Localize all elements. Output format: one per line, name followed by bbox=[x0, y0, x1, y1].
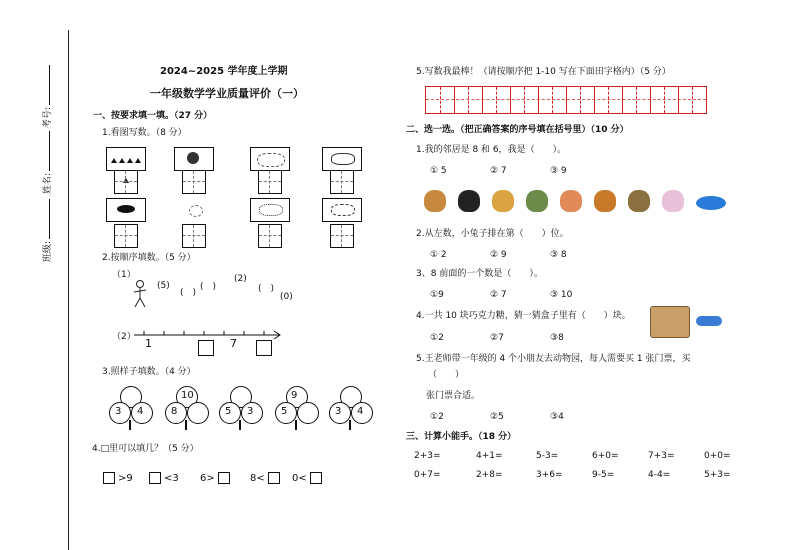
answer-box[interactable] bbox=[149, 472, 161, 484]
sec1-title: 一、按要求填一填。（27 分） bbox=[93, 111, 213, 121]
q5-title: 5.写数我最棒！（请按顺序把 1-10 写在下面田字格内）（5 分） bbox=[416, 67, 671, 77]
calc-problem[interactable]: 7+3= bbox=[648, 451, 675, 461]
picture-shells bbox=[250, 147, 290, 171]
picture-triangles bbox=[106, 147, 146, 171]
clover-puzzle bbox=[274, 386, 318, 430]
seq-paren: ( ) bbox=[180, 288, 197, 298]
calc-problem[interactable]: 5+3= bbox=[704, 470, 731, 480]
sec2-q1-option[interactable]: ① 5 bbox=[430, 166, 447, 176]
answer-box[interactable] bbox=[103, 472, 115, 484]
answer-grid[interactable] bbox=[330, 224, 354, 248]
calc-problem[interactable]: 2+3= bbox=[414, 451, 441, 461]
candy-icon bbox=[696, 316, 722, 326]
calc-problem[interactable]: 6+0= bbox=[592, 451, 619, 461]
clover-left: 5 bbox=[281, 406, 288, 417]
clover-left: 3 bbox=[335, 406, 342, 417]
answer-grid[interactable] bbox=[114, 224, 138, 248]
numberline-label: 7 bbox=[230, 337, 237, 350]
sec2-q2-option[interactable]: ① 2 bbox=[430, 250, 447, 260]
clover-right: 3 bbox=[247, 406, 254, 417]
calc-problem[interactable]: 9-5= bbox=[592, 470, 615, 480]
clover-puzzle bbox=[328, 386, 372, 430]
number-line bbox=[134, 330, 284, 340]
sec2-q1: 1.我的邻居是 8 和 6，我是（ ）。 bbox=[416, 145, 567, 155]
inequality-item: >9 bbox=[100, 472, 133, 484]
clover-puzzle bbox=[164, 386, 208, 430]
calc-problem[interactable]: 5-3= bbox=[536, 451, 559, 461]
clover-top: 9 bbox=[291, 390, 298, 401]
animal-icon bbox=[560, 190, 582, 212]
calc-problem[interactable]: 4+1= bbox=[476, 451, 503, 461]
animal-icon bbox=[662, 190, 684, 212]
animal-icon bbox=[424, 190, 446, 212]
sec2-q4-option[interactable]: ①2 bbox=[430, 333, 444, 343]
picture-balls bbox=[322, 147, 362, 171]
sequence-part1-label: （1） bbox=[112, 270, 136, 280]
sec2-q1-option[interactable]: ② 7 bbox=[490, 166, 507, 176]
writing-grid[interactable] bbox=[425, 86, 707, 114]
seq-paren: ( ) bbox=[200, 282, 217, 292]
picture-birds bbox=[174, 147, 214, 171]
numberline-box[interactable] bbox=[198, 340, 214, 356]
id-label: 考号: bbox=[40, 65, 53, 128]
sec2-q5-line2: （ ） bbox=[428, 370, 465, 380]
sec1-q1: 1.看图写数。（8 分） bbox=[102, 128, 187, 138]
sec2-q5-line3: 张门票合适。 bbox=[426, 391, 481, 401]
clover-right: 4 bbox=[357, 406, 364, 417]
animal-icon bbox=[526, 190, 548, 212]
sequence-part2-label: （2） bbox=[112, 332, 136, 342]
seq-paren: ( ) bbox=[258, 284, 275, 294]
sec2-q5-option[interactable]: ②5 bbox=[490, 412, 504, 422]
sec2-q2-option[interactable]: ② 9 bbox=[490, 250, 507, 260]
sec1-q2: 2.按顺序填数。（5 分） bbox=[102, 253, 196, 263]
inequality-item: 6> bbox=[200, 472, 233, 484]
clover-puzzle bbox=[108, 386, 152, 430]
candy-box-icon bbox=[650, 306, 690, 338]
picture-fish bbox=[106, 198, 146, 222]
answer-box[interactable] bbox=[218, 472, 230, 484]
sec2-q2: 2.从左数，小兔子排在第（ ）位。 bbox=[416, 229, 569, 239]
calc-problem[interactable]: 4-4= bbox=[648, 470, 671, 480]
sec2-q5-option[interactable]: ③4 bbox=[550, 412, 564, 422]
clover-left: 5 bbox=[225, 406, 232, 417]
sec1-q4: 4.□里可以填几？（5 分） bbox=[92, 444, 199, 454]
sec2-q5-line1: 5.王老师带一年级的 4 个小朋友去动物园，每人需要买 1 张门票，买 bbox=[416, 354, 691, 364]
sec2-q4-option[interactable]: ②7 bbox=[490, 333, 504, 343]
seq-paren: (5) bbox=[157, 281, 170, 291]
answer-box[interactable] bbox=[310, 472, 322, 484]
clover-puzzle bbox=[218, 386, 262, 430]
calc-problem[interactable]: 0+0= bbox=[704, 451, 731, 461]
sec2-q4-option[interactable]: ③8 bbox=[550, 333, 564, 343]
numberline-box[interactable] bbox=[256, 340, 272, 356]
clover-top: 10 bbox=[181, 390, 194, 401]
clover-left: 8 bbox=[171, 406, 178, 417]
picture-leaves bbox=[174, 198, 214, 222]
name-label: 姓名: bbox=[40, 131, 53, 194]
exam-year: 2024~2025 学年度上学期 bbox=[160, 66, 288, 77]
animal-icon bbox=[696, 196, 726, 210]
clover-right: 4 bbox=[137, 406, 144, 417]
exam-title: 一年级数学学业质量评价（一） bbox=[150, 87, 304, 100]
sec1-q3: 3.照样子填数。（4 分） bbox=[102, 367, 196, 377]
binding-line bbox=[68, 30, 69, 550]
numberline-label: 1 bbox=[145, 337, 152, 350]
sec2-q5-option[interactable]: ①2 bbox=[430, 412, 444, 422]
animal-icon bbox=[628, 190, 650, 212]
animal-icon bbox=[458, 190, 480, 212]
sec2-q4: 4.一共 10 块巧克力糖，猜一猜盒子里有（ ）块。 bbox=[416, 311, 631, 321]
calc-problem[interactable]: 0+7= bbox=[414, 470, 441, 480]
answer-grid[interactable] bbox=[114, 170, 138, 194]
animal-icon bbox=[594, 190, 616, 212]
sec2-q3-option[interactable]: ①9 bbox=[430, 290, 444, 300]
animal-icon bbox=[492, 190, 514, 212]
picture-flowers bbox=[322, 198, 362, 222]
answer-grid[interactable] bbox=[258, 224, 282, 248]
class-label: 班级: bbox=[40, 199, 53, 262]
inequality-item: 0< bbox=[292, 472, 325, 484]
answer-grid[interactable] bbox=[330, 170, 354, 194]
sec3-title: 三、计算小能手。（18 分） bbox=[406, 432, 517, 442]
answer-grid[interactable] bbox=[258, 170, 282, 194]
calc-problem[interactable]: 3+6= bbox=[536, 470, 563, 480]
sec2-title: 二、选一选。（把正确答案的序号填在括号里）（10 分） bbox=[406, 125, 629, 135]
inequality-item: 8< bbox=[250, 472, 283, 484]
inequality-item: <3 bbox=[146, 472, 179, 484]
seq-paren: (0) bbox=[280, 292, 293, 302]
calc-problem[interactable]: 2+8= bbox=[476, 470, 503, 480]
sec2-q3: 3、8 前面的一个数是（ ）。 bbox=[416, 269, 543, 279]
picture-rings bbox=[250, 198, 290, 222]
answer-grid[interactable] bbox=[182, 224, 206, 248]
clover-left: 3 bbox=[115, 406, 122, 417]
sec2-q3-option[interactable]: ③ 10 bbox=[550, 290, 573, 300]
sec2-q3-option[interactable]: ② 7 bbox=[490, 290, 507, 300]
answer-box[interactable] bbox=[268, 472, 280, 484]
seq-paren: (2) bbox=[234, 274, 247, 284]
sec2-q1-option[interactable]: ③ 9 bbox=[550, 166, 567, 176]
answer-grid[interactable] bbox=[182, 170, 206, 194]
kid-icon bbox=[132, 280, 148, 308]
sec2-q2-option[interactable]: ③ 8 bbox=[550, 250, 567, 260]
